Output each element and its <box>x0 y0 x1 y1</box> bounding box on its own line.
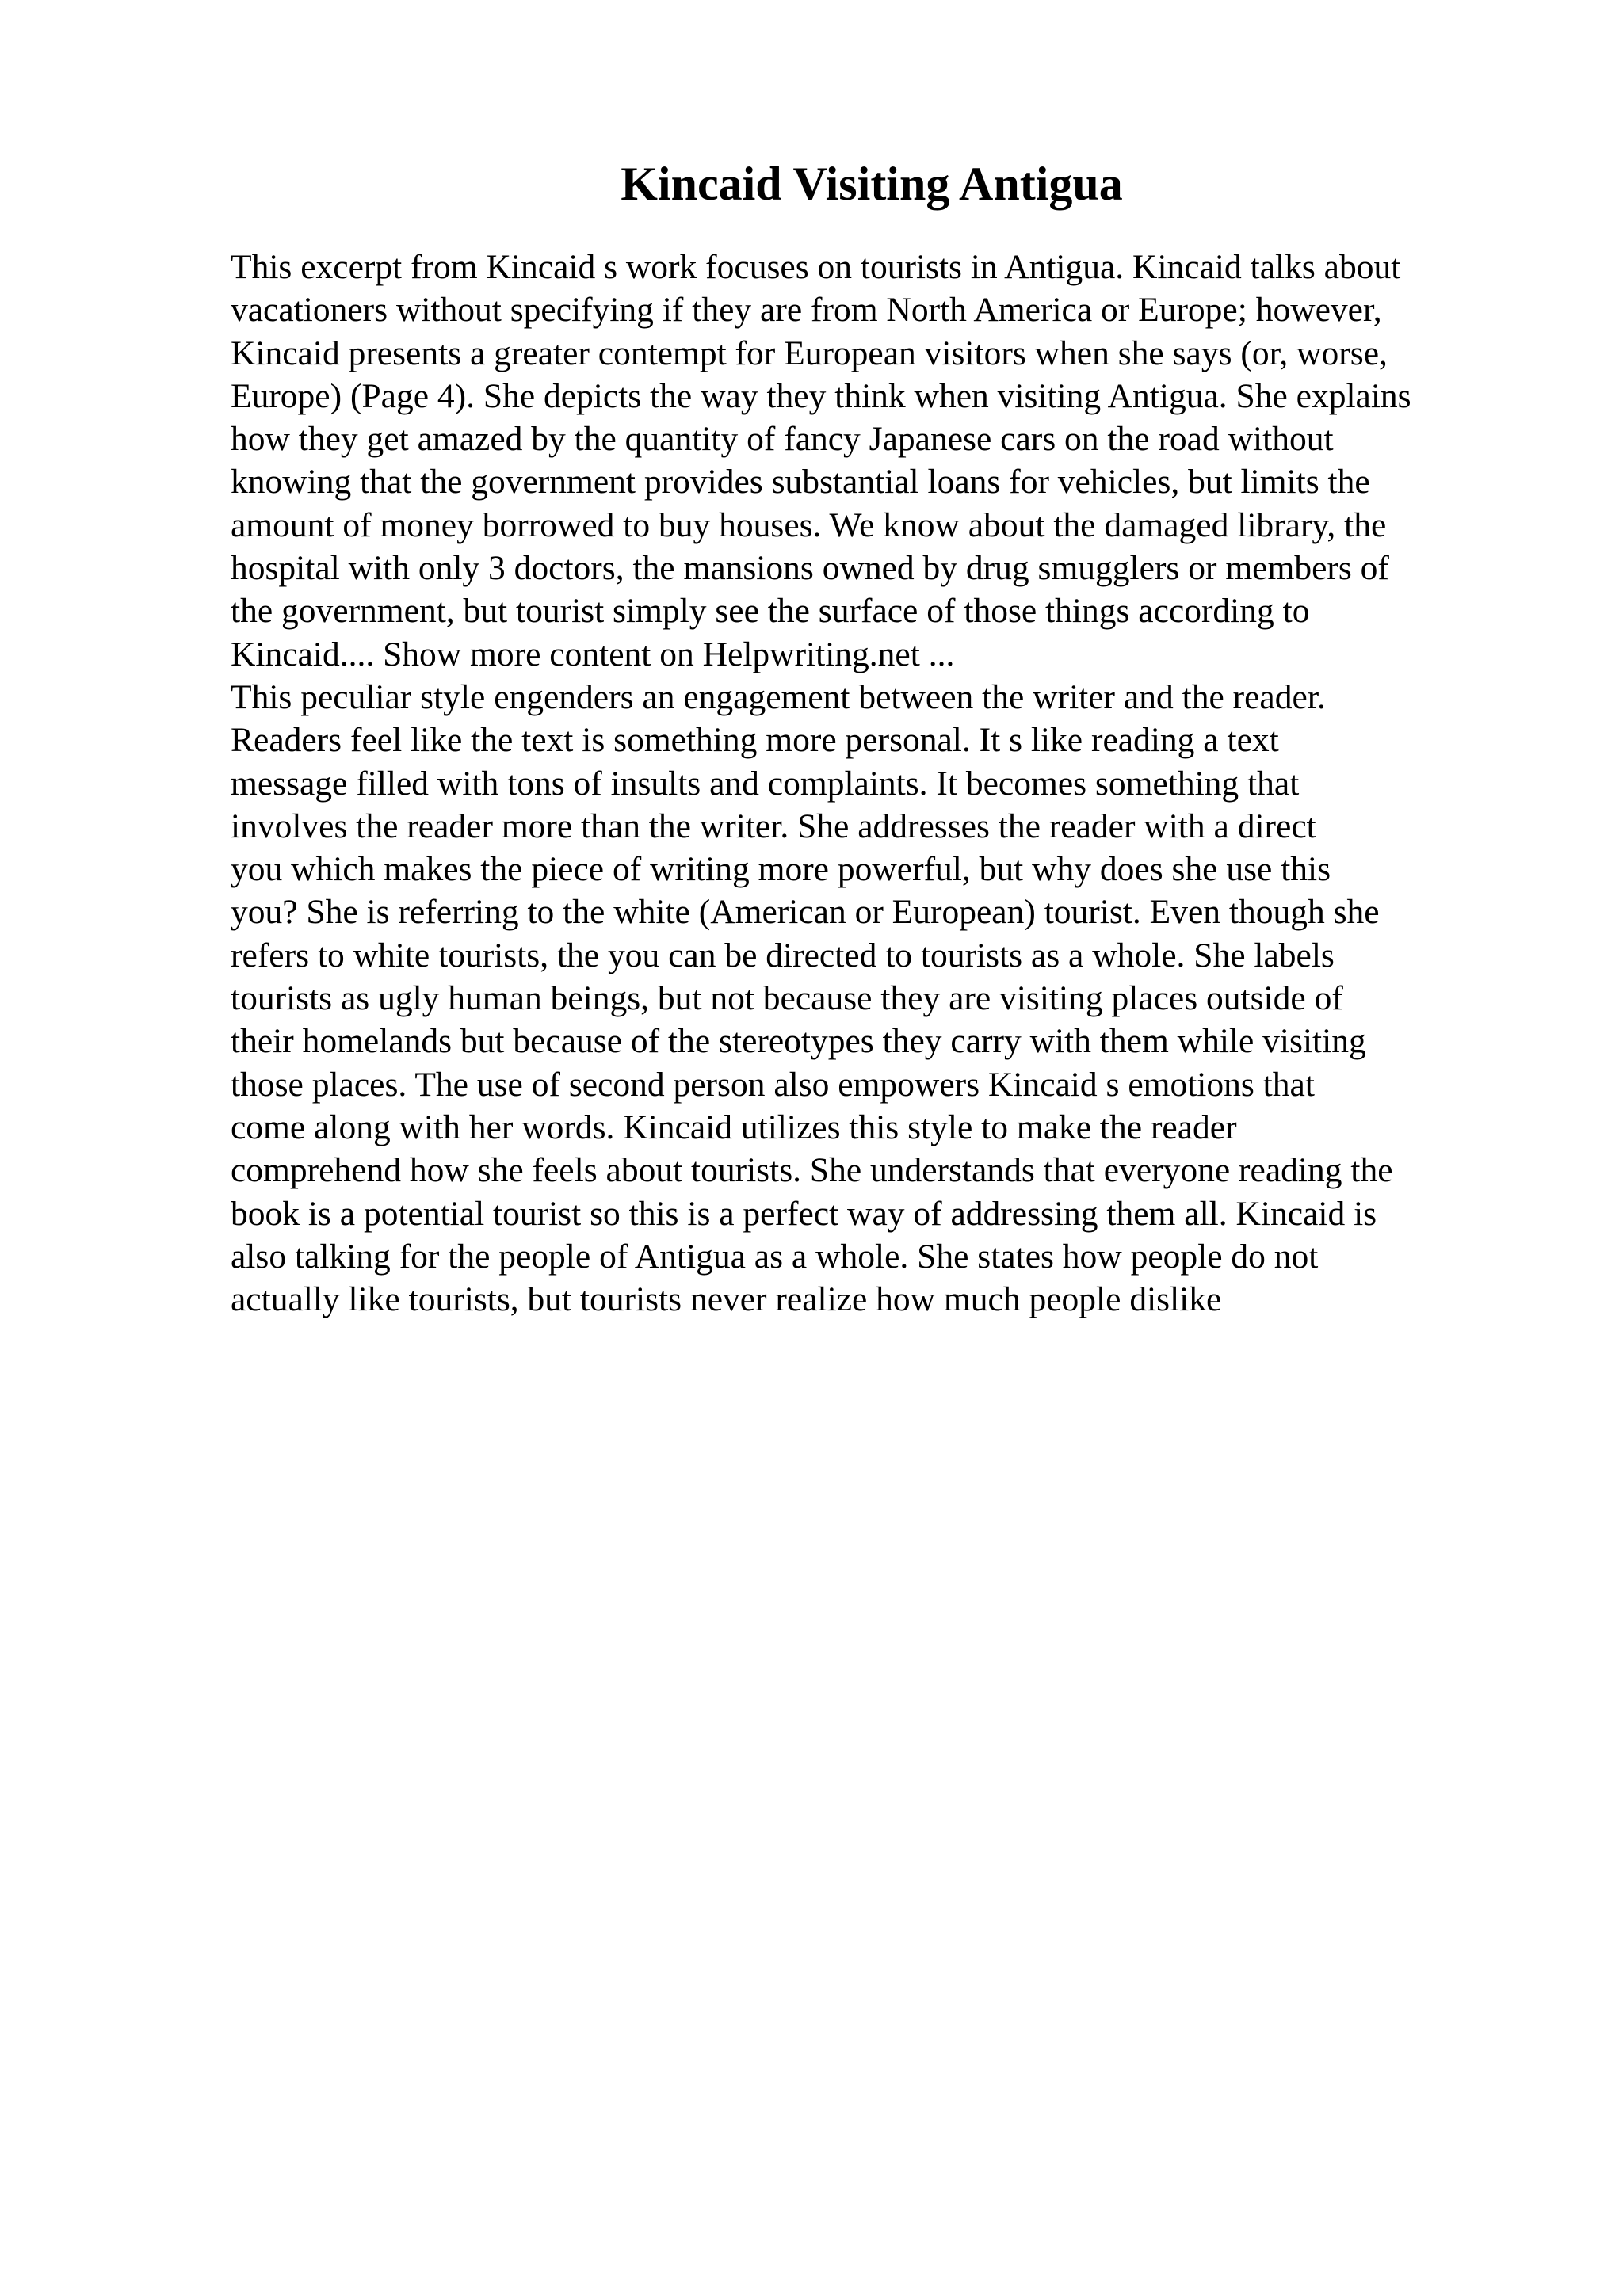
body-line: Europe) (Page 4). She depicts the way they think when visiting Antigua. She explains <box>231 376 1411 415</box>
body-line: involves the reader more than the writer. She addresses the reader with a direct <box>231 807 1316 845</box>
document-title: Kincaid Visiting Antigua <box>621 158 1123 210</box>
body-line: how they get amazed by the quantity of fancy Japanese cars on the road without <box>231 420 1334 459</box>
body-line: vacationers without specifying if they are from North America or Europe; however, <box>231 291 1382 330</box>
body-line: come along with her words. Kincaid utilizes this style to make the reader <box>231 1108 1237 1146</box>
body-line: knowing that the government provides substantial loans for vehicles, but limits the <box>231 463 1370 502</box>
body-line: their homelands but because of the stereotypes they carry with them while visiting <box>231 1022 1366 1061</box>
body-line: Kincaid.... Show more content on Helpwriting.net ... <box>231 635 955 673</box>
body-line: refers to white tourists, the you can be directed to tourists as a whole. She labels <box>231 936 1335 974</box>
body-line: you? She is referring to the white (American or European) tourist. Even though she <box>231 893 1380 932</box>
body-line: This peculiar style engenders an engagement between the writer and the reader. <box>231 677 1326 716</box>
body-line: This excerpt from Kincaid s work focuses on tourists in Antigua. Kincaid talks about <box>231 248 1401 286</box>
body-line: hospital with only 3 doctors, the mansions owned by drug smugglers or members of <box>231 549 1389 588</box>
body-line: tourists as ugly human beings, but not because they are visiting places outside of <box>231 979 1343 1018</box>
body-line: the government, but tourist simply see the surface of those things according to <box>231 592 1310 631</box>
body-line: actually like tourists, but tourists never realize how much people dislike <box>231 1280 1222 1319</box>
body-line: comprehend how she feels about tourists. She understands that everyone reading the <box>231 1151 1393 1190</box>
body-line: those places. The use of second person also empowers Kincaid s emotions that <box>231 1065 1315 1104</box>
document-body <box>231 246 1411 1321</box>
body-line: message filled with tons of insults and complaints. It becomes something that <box>231 764 1300 803</box>
body-line: Readers feel like the text is something more personal. It s like reading a text <box>231 721 1279 760</box>
body-line: book is a potential tourist so this is a perfect way of addressing them all. Kincaid is <box>231 1194 1377 1233</box>
body-line: also talking for the people of Antigua as a whole. She states how people do not <box>231 1237 1319 1276</box>
body-line: Kincaid presents a greater contempt for European visitors when she says (or, worse, <box>231 334 1388 372</box>
body-line: you which makes the piece of writing more powerful, but why does she use this <box>231 850 1331 889</box>
body-line: amount of money borrowed to buy houses. We know about the damaged library, the <box>231 505 1387 544</box>
